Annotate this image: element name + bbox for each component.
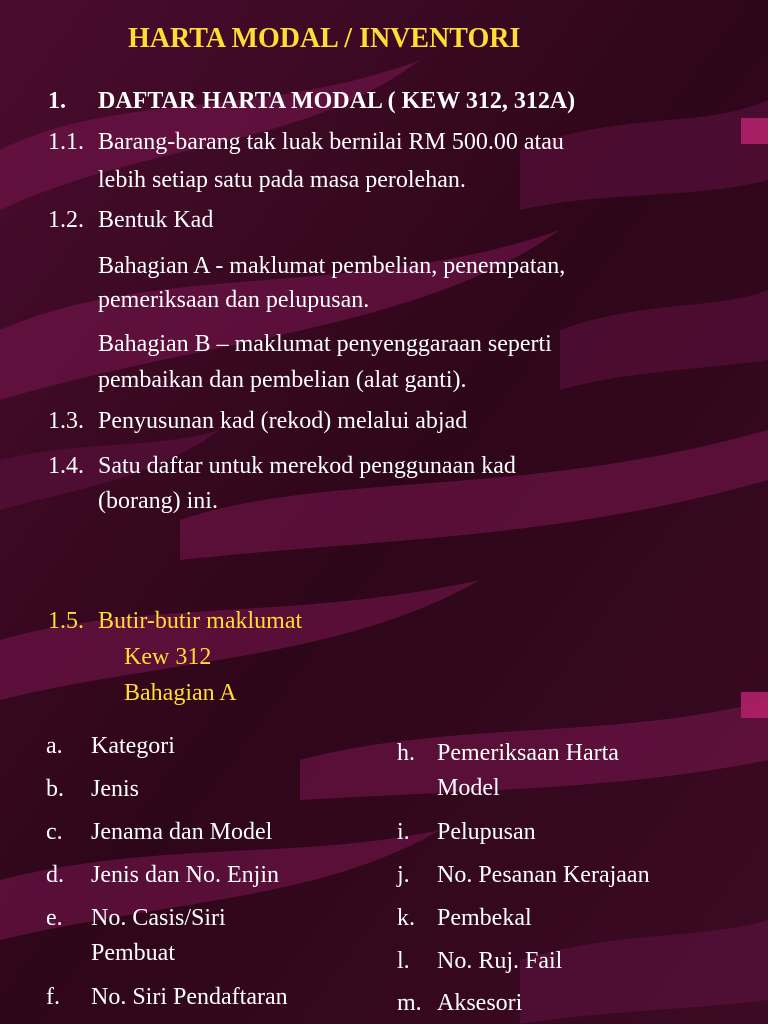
section-1-3-line-1: Penyusunan kad (rekod) melalui abjad (98, 408, 468, 434)
right-list-item: Pemeriksaan Harta (437, 740, 619, 766)
left-list-item: Jenama dan Model (91, 819, 273, 845)
subsection-line-2: Kew 312 (124, 644, 212, 670)
subsection-number: 1.5. (48, 608, 84, 634)
section-1-4-number: 1.4. (48, 453, 84, 479)
left-list-item-continuation: Pembuat (91, 940, 175, 966)
right-list-item: Pelupusan (437, 819, 536, 845)
left-list-item: Jenis (91, 776, 139, 802)
right-list-letter: k. (397, 905, 415, 931)
right-list-letter: l. (397, 948, 410, 974)
section-1-1-line-1: Barang-barang tak luak bernilai RM 500.00 atau (98, 129, 564, 155)
right-list-item: Pembekal (437, 905, 532, 931)
right-list-item: No. Pesanan Kerajaan (437, 862, 650, 888)
page-title: HARTA MODAL / INVENTORI (128, 23, 521, 54)
section-1-2-number: 1.2. (48, 207, 84, 233)
bahagian-b-line-1: Bahagian B – maklumat penyenggaraan seperti (98, 331, 552, 357)
section-1-2-line-1: Bentuk Kad (98, 207, 214, 233)
subsection-text: Butir-butir maklumat (98, 608, 303, 634)
section-1-1-number: 1.1. (48, 129, 84, 155)
left-list-letter: d. (46, 862, 64, 888)
heading-text: DAFTAR HARTA MODAL ( KEW 312, 312A) (98, 88, 576, 114)
left-list-item: Kategori (91, 733, 175, 759)
bahagian-a-line-2: pemeriksaan dan pelupusan. (98, 287, 370, 313)
right-list-item: Aksesori (437, 990, 523, 1016)
right-list-letter: m. (397, 990, 422, 1016)
left-list-item: Jenis dan No. Enjin (91, 862, 279, 888)
left-list-letter: b. (46, 776, 64, 802)
right-list-item: No. Ruj. Fail (437, 948, 563, 974)
section-1-4-line-2: (borang) ini. (98, 488, 218, 514)
right-list-item-continuation: Model (437, 775, 500, 801)
left-list-letter: c. (46, 819, 63, 845)
bahagian-a-line-1: Bahagian A - maklumat pembelian, penempatan, (98, 253, 566, 279)
heading-number: 1. (48, 88, 66, 114)
left-list-letter: a. (46, 733, 63, 759)
left-list-item: No. Siri Pendaftaran (91, 984, 288, 1010)
right-list-letter: h. (397, 740, 415, 766)
right-list-letter: i. (397, 819, 410, 845)
right-list-letter: j. (397, 862, 410, 888)
section-1-3-number: 1.3. (48, 408, 84, 434)
section-1-1-line-2: lebih setiap satu pada masa perolehan. (98, 167, 466, 193)
section-1-4-line-1: Satu daftar untuk merekod penggunaan kad (98, 453, 516, 479)
bahagian-b-line-2: pembaikan dan pembelian (alat ganti). (98, 367, 467, 393)
subsection-line-3: Bahagian A (124, 680, 237, 706)
left-list-item: No. Casis/Siri (91, 905, 226, 931)
left-list-letter: e. (46, 905, 63, 931)
left-list-letter: f. (46, 984, 60, 1010)
